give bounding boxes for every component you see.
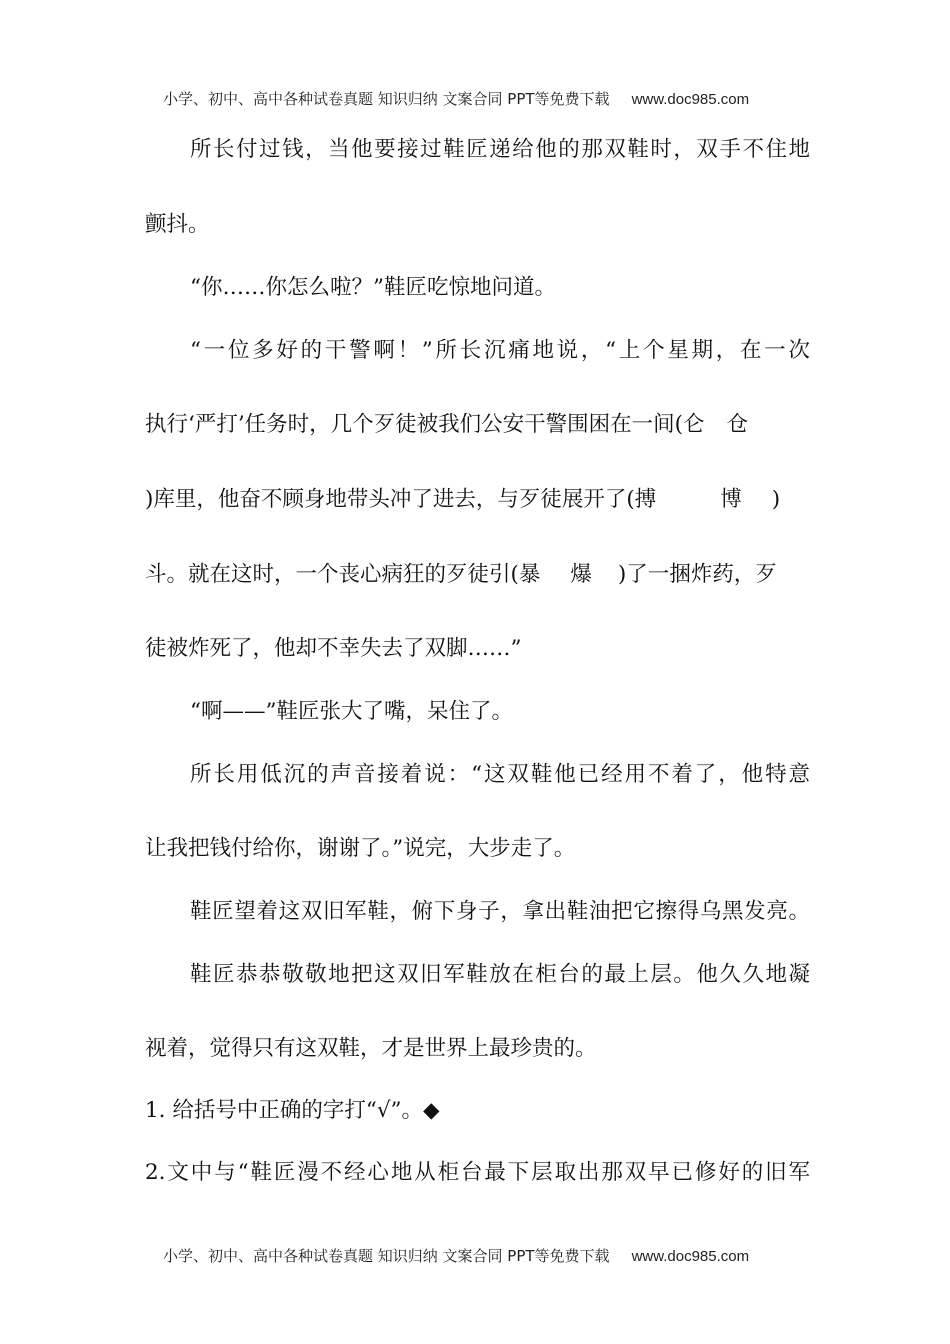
paragraph-4: “啊——”鞋匠张大了嘴，呆住了。 [190, 699, 513, 724]
paragraph-3-line-2 [145, 411, 810, 439]
paragraph-3-line-4-rest: )了一捆炸药，歹 [617, 562, 777, 587]
header-text: 小学、初中、高中各种试卷真题 知识归纳 文案合同 PPT等免费下载 [163, 90, 610, 108]
choice-bao: 爆 [570, 562, 592, 587]
paragraph-3-line-1: “一位多好的干警啊！”所长沉痛地说，“上个星期，在一次 [190, 338, 810, 363]
header-url: www.doc985.com [631, 91, 750, 108]
paragraph-7-line-2: 视着，觉得只有这双鞋，才是世界上最珍贵的。 [145, 1036, 597, 1061]
paragraph-6: 鞋匠望着这双旧军鞋，俯下身子，拿出鞋油把它擦得乌黑发亮。 [190, 899, 810, 924]
page-header [163, 88, 749, 109]
footer-url: www.doc985.com [631, 1248, 750, 1265]
question-2: 2.文中与“鞋匠漫不经心地从柜台最下层取出那双早已修好的旧军 [145, 1160, 810, 1185]
paragraph-1-line-2: 颤抖。 [145, 212, 210, 237]
footer-text: 小学、初中、高中各种试卷真题 知识归纳 文案合同 PPT等免费下载 [163, 1247, 610, 1265]
paragraph-3-line-3-text: )库里，他奋不顾身地带头冲了进去，与歹徒展开了(搏 [145, 487, 657, 512]
paragraph-2: “你……你怎么啦？”鞋匠吃惊地问道。 [190, 275, 556, 300]
paragraph-5-line-1: 所长用低沉的声音接着说：“这双鞋他已经用不着了，他特意 [190, 762, 810, 787]
choice-cang: 仓 [726, 412, 749, 437]
paragraph-3-line-3 [145, 486, 810, 514]
paragraph-3-line-5: 徒被炸死了，他却不幸失去了双脚……” [145, 636, 522, 661]
choice-bo: 博 [720, 487, 742, 512]
page-footer [163, 1245, 749, 1266]
paragraph-3-line-2-text: 执行‘严打’任务时，几个歹徒被我们公安干警围困在一间(仑 [145, 412, 705, 437]
question-1: 1. 给括号中正确的字打“√”。◆ [145, 1098, 440, 1123]
paragraph-7-line-1: 鞋匠恭恭敬敬地把这双旧军鞋放在柜台的最上层。他久久地凝 [190, 962, 810, 987]
paragraph-3-line-3-close: ) [771, 487, 781, 512]
paragraph-1-line-1: 所长付过钱，当他要接过鞋匠递给他的那双鞋时，双手不住地 [190, 137, 810, 162]
paragraph-5-line-2: 让我把钱付给你，谢谢了。”说完，大步走了。 [145, 836, 576, 861]
paragraph-3-line-4 [145, 561, 810, 589]
paragraph-3-line-4-text: 斗。就在这时，一个丧心病狂的歹徒引(暴 [145, 562, 541, 587]
